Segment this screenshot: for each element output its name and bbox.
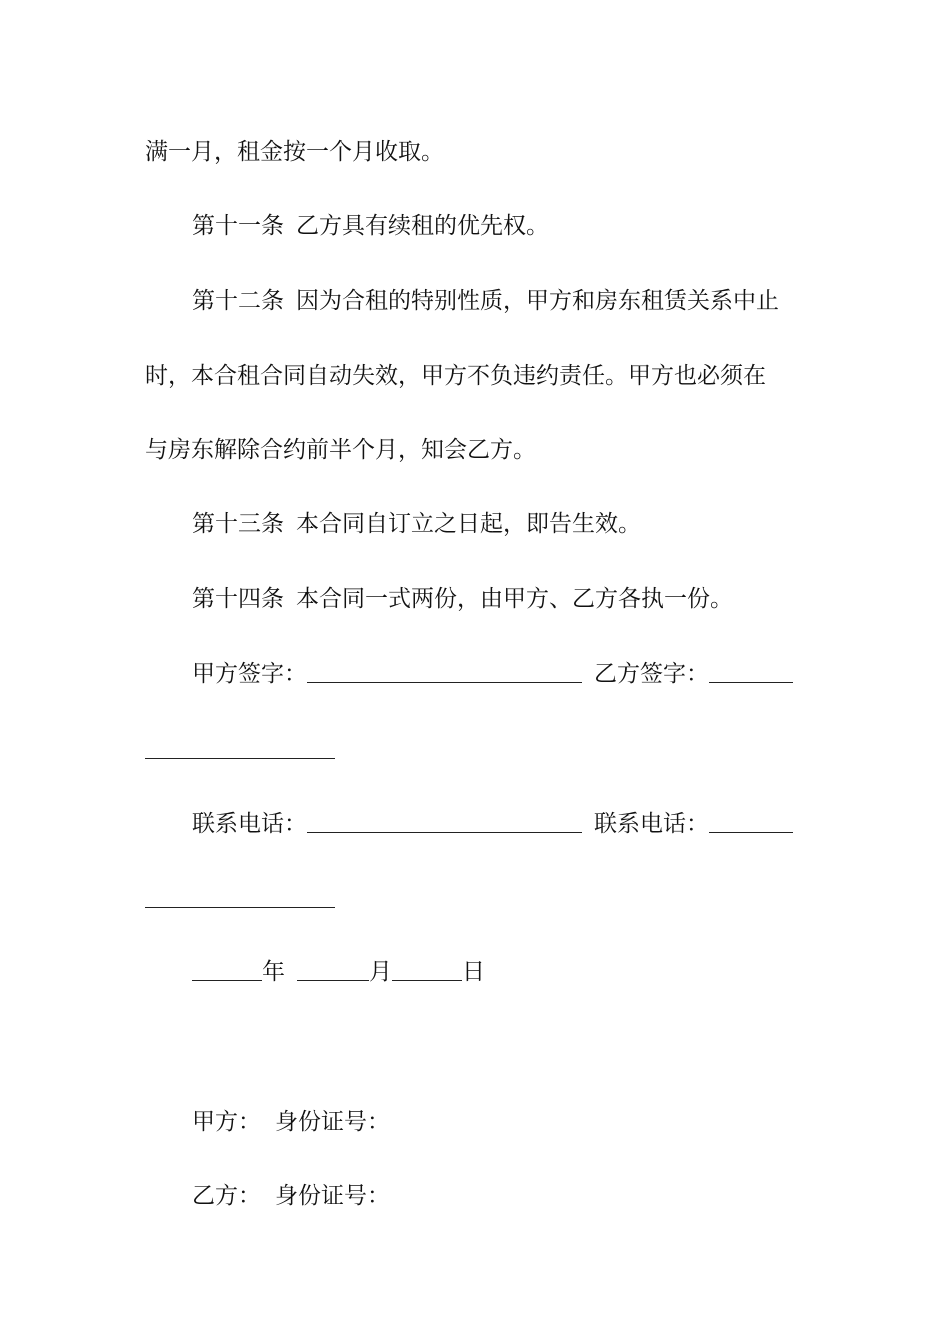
article-label: 第十一条 bbox=[192, 213, 284, 239]
phone-row bbox=[192, 809, 793, 839]
month-blank bbox=[297, 958, 369, 981]
party-b-sign-label: 乙方签字： bbox=[594, 661, 709, 687]
party-a-label: 甲方： bbox=[192, 1109, 261, 1135]
date-row bbox=[192, 957, 485, 987]
year-label: 年 bbox=[262, 959, 285, 985]
party-b-sign-blank-continued bbox=[145, 758, 335, 759]
article-14 bbox=[192, 584, 733, 614]
article-label: 第十二条 bbox=[192, 288, 284, 314]
party-a-phone-blank bbox=[307, 810, 582, 833]
month-label: 月 bbox=[369, 959, 392, 985]
party-a-phone-label: 联系电话： bbox=[192, 811, 307, 837]
day-label: 日 bbox=[462, 959, 485, 985]
paragraph-continuation: 满一月，租金按一个月收取。 bbox=[145, 139, 444, 165]
article-text: 本合同自订立之日起，即告生效。 bbox=[296, 511, 641, 537]
year-blank bbox=[192, 958, 262, 981]
party-a-id-label: 身份证号： bbox=[275, 1109, 390, 1135]
article-label: 第十三条 bbox=[192, 511, 284, 537]
article-text: 本合同一式两份，由甲方、乙方各执一份。 bbox=[296, 586, 733, 612]
day-blank bbox=[392, 958, 462, 981]
article-text: 乙方具有续租的优先权。 bbox=[296, 213, 549, 239]
party-a-sign-blank bbox=[307, 660, 582, 683]
party-b-phone-label: 联系电话： bbox=[594, 811, 709, 837]
party-b-phone-blank bbox=[709, 810, 793, 833]
article-label: 第十四条 bbox=[192, 586, 284, 612]
article-12-line-3: 与房东解除合约前半个月，知会乙方。 bbox=[145, 437, 536, 463]
party-b-id-label: 身份证号： bbox=[275, 1183, 390, 1209]
party-b-label: 乙方： bbox=[192, 1183, 261, 1209]
party-a-id-row bbox=[192, 1107, 390, 1137]
party-b-sign-blank bbox=[709, 660, 793, 683]
article-text: 因为合租的特别性质，甲方和房东租赁关系中止 bbox=[296, 288, 779, 314]
article-12-line-2: 时，本合租合同自动失效，甲方不负违约责任。甲方也必须在 bbox=[145, 363, 766, 389]
article-12 bbox=[192, 286, 779, 316]
signature-row bbox=[192, 659, 793, 689]
party-a-sign-label: 甲方签字： bbox=[192, 661, 307, 687]
article-11 bbox=[192, 211, 549, 241]
article-13 bbox=[192, 509, 641, 539]
party-b-id-row bbox=[192, 1181, 390, 1211]
party-b-phone-blank-continued bbox=[145, 907, 335, 908]
